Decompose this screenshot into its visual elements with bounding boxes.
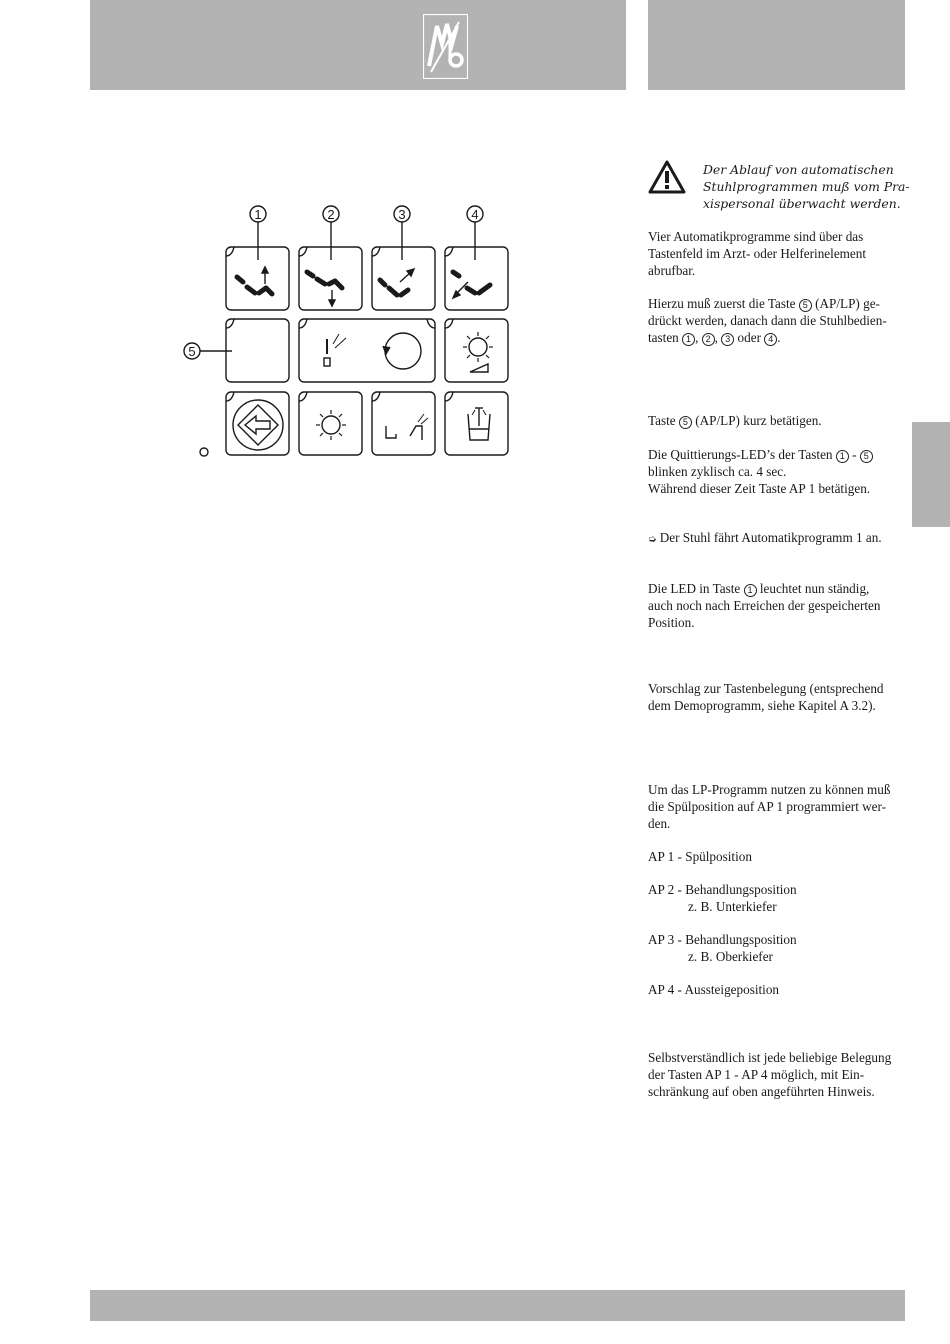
text-run: Der Stuhl fährt Automatikprogramm 1 an. xyxy=(659,530,882,545)
text-run: (AP/LP) ge- xyxy=(811,296,880,311)
circled-number: 1 xyxy=(836,450,849,463)
text-line: Tastenfeld im Arzt- oder Helferinelement xyxy=(648,246,867,261)
text-run: (AP/LP) kurz betätigen. xyxy=(691,413,822,428)
callout-5 xyxy=(184,343,232,359)
header-band-left xyxy=(90,0,626,90)
key-lamp-dimmer[interactable] xyxy=(445,319,508,382)
status-led xyxy=(200,448,208,456)
svg-text:3: 3 xyxy=(398,207,406,222)
company-logo xyxy=(423,14,468,79)
circled-number: 2 xyxy=(702,333,715,346)
text-run: tasten xyxy=(648,330,683,345)
paragraph-led-steady xyxy=(648,580,910,631)
callout-3 xyxy=(394,206,410,260)
svg-text:5: 5 xyxy=(188,344,196,359)
text-line: abrufbar. xyxy=(648,263,696,278)
key-operating-light[interactable] xyxy=(299,392,362,455)
paragraph-suggestion xyxy=(648,680,910,714)
circled-number: 3 xyxy=(721,333,734,346)
circled-number: 1 xyxy=(744,584,757,597)
ap-item: AP 3 - Behandlungsposition xyxy=(648,932,797,947)
ap-item-sub: z. B. Unterkiefer xyxy=(688,899,777,914)
result-arrow-icon: ➭ xyxy=(648,534,657,545)
circled-number: 5 xyxy=(679,416,692,429)
text-run: , xyxy=(695,330,702,345)
text-line: Um das LP-Programm nutzen zu können muß xyxy=(648,782,891,797)
paragraph-activation xyxy=(648,295,910,346)
ap-item: AP 4 - Aussteigeposition xyxy=(648,982,780,997)
text-run: . xyxy=(777,330,781,345)
paragraph-lp-program xyxy=(648,781,910,832)
key-spittoon[interactable] xyxy=(372,392,435,455)
text-line: Während dieser Zeit Taste AP 1 betätigen. xyxy=(648,481,871,496)
text-run: , xyxy=(714,330,722,345)
footer-band xyxy=(90,1290,905,1321)
text-run: leuchtet nun ständig, xyxy=(756,581,870,596)
paragraph-press-key xyxy=(648,412,910,429)
text-line: Vorschlag zur Tastenbelegung (entsprechend xyxy=(648,681,884,696)
ap-item: AP 2 - Behandlungsposition xyxy=(648,882,797,897)
text-line: die Spülposition auf AP 1 programmiert wer- xyxy=(648,799,887,814)
svg-text:4: 4 xyxy=(471,207,479,222)
warning-line: xispersonal überwacht werden. xyxy=(703,196,901,211)
warning-text xyxy=(703,161,913,212)
ap-item-sub: z. B. Oberkiefer xyxy=(688,949,773,964)
svg-text:2: 2 xyxy=(327,207,335,222)
ap-item: AP 1 - Spülposition xyxy=(648,849,752,864)
text-line: Vier Automatikprogramme sind über das xyxy=(648,229,864,244)
circled-number: 5 xyxy=(860,450,873,463)
key-cup-filler[interactable] xyxy=(445,392,508,455)
callout-1 xyxy=(250,206,266,260)
text-run: Die LED in Taste xyxy=(648,581,744,596)
text-line: Selbstverständlich ist jede beliebige Belegung xyxy=(648,1050,892,1065)
paragraph-any-assignment xyxy=(648,1049,910,1100)
text-run: Hierzu muß zuerst die Taste xyxy=(648,296,799,311)
key-return[interactable] xyxy=(226,392,289,455)
ap-list xyxy=(648,848,910,998)
key-spray-cycle[interactable] xyxy=(299,319,435,382)
text-run: Die Quittierungs-LED’s der Tasten xyxy=(648,447,836,462)
text-line: den. xyxy=(648,816,671,831)
circled-number: 4 xyxy=(764,333,777,346)
svg-text:1: 1 xyxy=(254,207,262,222)
callout-4 xyxy=(467,206,483,260)
text-line: auch noch nach Erreichen der gespeicherten xyxy=(648,598,881,613)
circled-number: 1 xyxy=(682,333,695,346)
text-run: oder xyxy=(734,330,765,345)
text-line: drückt werden, danach dann die Stuhlbedien- xyxy=(648,313,887,328)
text-run: - xyxy=(848,447,860,462)
warning-icon xyxy=(648,160,686,194)
key-ap3[interactable] xyxy=(372,247,435,310)
text-line: Position. xyxy=(648,615,695,630)
callout-2 xyxy=(323,206,339,260)
text-line: schränkung auf oben angeführten Hinweis. xyxy=(648,1084,875,1099)
text-line: dem Demoprogramm, siehe Kapitel A 3.2). xyxy=(648,698,876,713)
header-band-right xyxy=(648,0,905,90)
key-ap-lp[interactable] xyxy=(226,319,289,382)
text-line: blinken zyklisch ca. 4 sec. xyxy=(648,464,787,479)
key-ap4[interactable] xyxy=(445,247,508,310)
result-line xyxy=(648,529,910,548)
keypad-illustration xyxy=(170,196,530,466)
text-run: Taste xyxy=(648,413,679,428)
paragraph-led xyxy=(648,446,910,497)
warning-line: Der Ablauf von automatischen xyxy=(703,162,894,177)
paragraph-intro xyxy=(648,228,910,279)
text-line: der Tasten AP 1 - AP 4 möglich, mit Ein- xyxy=(648,1067,865,1082)
circled-number: 5 xyxy=(799,299,812,312)
warning-line: Stuhlprogrammen muß vom Pra- xyxy=(703,179,910,194)
chapter-tab xyxy=(912,422,950,527)
